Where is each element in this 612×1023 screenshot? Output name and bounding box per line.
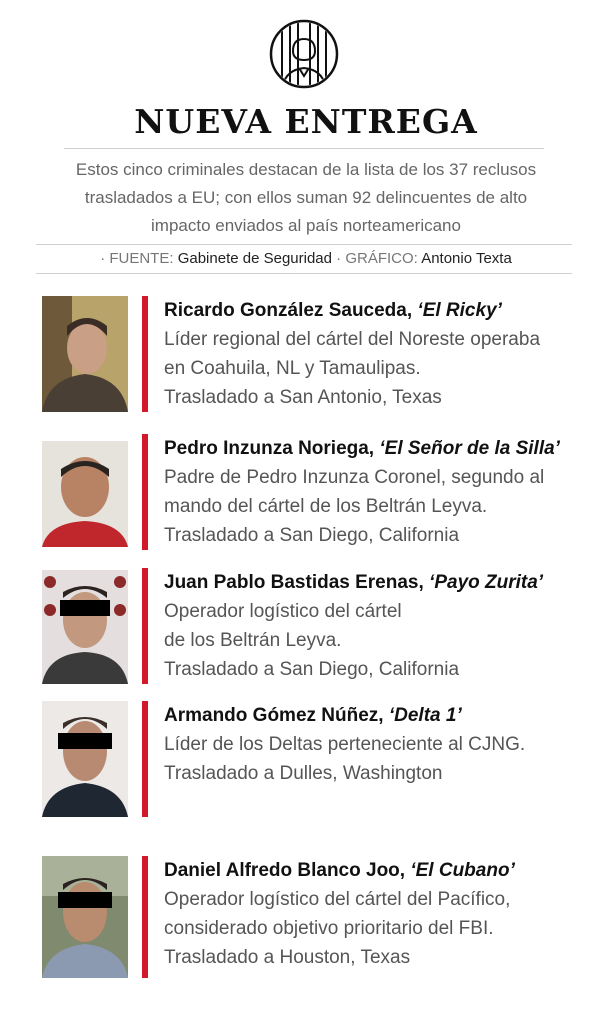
graphic-value: Antonio Texta [421,250,512,267]
divider [64,148,544,149]
person-detail: en Coahuila, NL y Tamaulipas. [164,358,421,379]
subtitle [50,156,562,240]
person-detail: Líder regional del cártel del Noreste operaba [164,329,541,350]
accent-bar [142,434,148,550]
person-alias: ‘Delta 1’ [388,705,462,726]
person-entry [0,856,612,981]
person-detail: Padre de Pedro Inzunza Coronel, segundo al [164,467,545,488]
person-alias: ‘El Cubano’ [410,860,515,881]
person-text [164,296,604,412]
person-detail: Trasladado a San Antonio, Texas [164,387,442,408]
person-entry [0,701,612,821]
source-label: · FUENTE: [100,250,174,267]
person-alias: ‘El Ricky’ [417,300,502,321]
divider [36,273,572,274]
person-entry [0,568,612,688]
person-detail: Operador logístico del cártel [164,601,402,622]
accent-bar [142,701,148,817]
prisoner-behind-bars-icon [268,18,340,90]
person-detail: mando del cártel de los Beltrán Leyva. [164,496,488,517]
mugshot-photo [42,856,128,978]
person-alias: ‘El Señor de la Silla’ [379,438,560,459]
divider [36,244,572,245]
person-text [164,701,604,788]
source-value: Gabinete de Seguridad [177,250,332,267]
person-name: Pedro Inzunza Noriega, [164,438,380,459]
person-detail: Líder de los Deltas perteneciente al CJNG. [164,734,526,755]
person-detail: Trasladado a Houston, Texas [164,947,411,968]
person-alias: ‘Payo Zurita’ [429,572,544,593]
person-name: Juan Pablo Bastidas Erenas, [164,572,430,593]
mugshot-photo [42,570,128,684]
subtitle-line: Estos cinco criminales destacan de la lista de los 37 reclusos [75,160,537,179]
person-text [164,568,604,684]
person-entry [0,296,612,416]
accent-bar [142,296,148,412]
mugshot-photo [42,296,128,412]
person-name: Ricardo González Sauceda, [164,300,418,321]
person-detail: Trasladado a Dulles, Washington [164,763,443,784]
person-detail: Operador logístico del cártel del Pacífico, [164,889,511,910]
page-title: NUEVA ENTREGA [134,102,478,141]
person-name: Armando Gómez Núñez, [164,705,389,726]
accent-bar [142,568,148,684]
person-name: Daniel Alfredo Blanco Joo, [164,860,411,881]
credits [0,250,612,267]
person-text [164,434,604,550]
person-detail: Trasladado a San Diego, California [164,525,460,546]
person-text [164,856,604,972]
mugshot-photo [42,701,128,817]
person-detail: Trasladado a San Diego, California [164,659,460,680]
person-detail: considerado objetivo prioritario del FBI. [164,918,494,939]
graphic-label: · GRÁFICO: [336,250,418,267]
subtitle-line: impacto enviados al país norteamericano [151,216,461,235]
person-detail: de los Beltrán Leyva. [164,630,342,651]
subtitle-line: trasladados a EU; con ellos suman 92 delincuentes de alto [84,188,528,207]
person-entry [0,434,612,554]
accent-bar [142,856,148,978]
mugshot-photo [42,441,128,547]
